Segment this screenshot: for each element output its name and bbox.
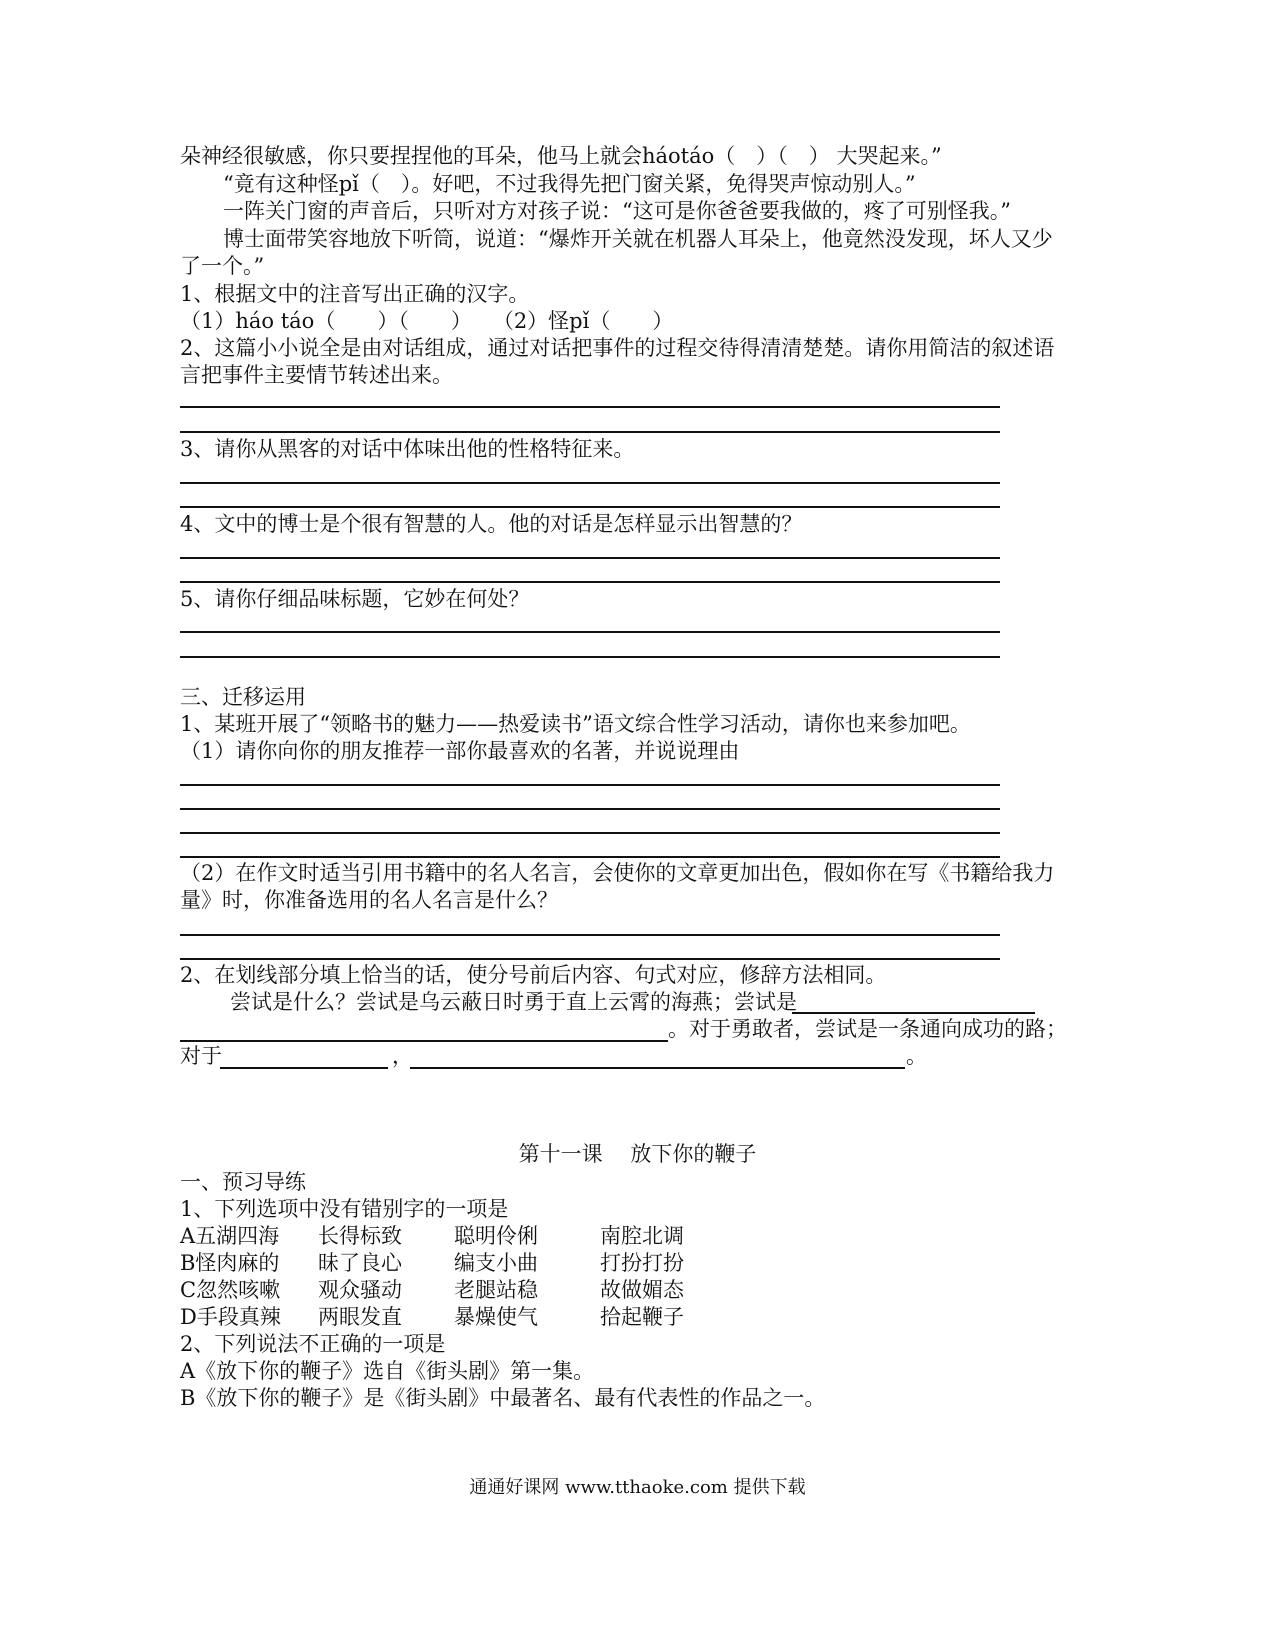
question-2-line-1: 2、这篇小小说全是由对话组成，通过对话把事件的过程交待得清清楚楚。请你用简洁的叙述语 — [180, 336, 1055, 360]
lesson-title: 第十一课 放下你的鞭子 — [518, 1142, 757, 1166]
option-a-4: 南腔北调 — [600, 1224, 684, 1248]
lesson-section-1: 一、预习导练 — [180, 1170, 306, 1194]
option-a-1: A五湖四海 — [180, 1224, 280, 1248]
option-d-2: 两眼发直 — [318, 1305, 402, 1329]
section-3-item-1-1: （1）请你向你的朋友推荐一部你最喜欢的名著，并说说理由 — [180, 739, 740, 763]
option-b-3: 编支小曲 — [454, 1251, 538, 1275]
section-3-heading: 三、迁移运用 — [180, 685, 306, 709]
option-a-2: 长得标致 — [318, 1224, 402, 1248]
section-3-item-1: 1、某班开展了“领略书的魅力——热爱读书”语文综合性学习活动，请你也来参加吧。 — [180, 712, 971, 736]
question-3: 3、请你从黑客的对话中体味出他的性格特征来。 — [180, 437, 635, 461]
passage-line-4: 博士面带笑容地放下听筒，说道：“爆炸开关就在机器人耳朵上，他竟然没发现，坏人又少 — [223, 227, 1053, 251]
answer-line[interactable] — [180, 958, 1000, 960]
passage-line-5: 了一个。” — [180, 254, 265, 278]
section-3-item-2-line-1: 尝试是什么？尝试是乌云蔽日时勇于直上云霄的海燕；尝试是 — [230, 990, 797, 1014]
answer-line[interactable] — [180, 482, 1000, 484]
answer-line[interactable] — [180, 506, 1000, 508]
option-a-3: 聪明伶俐 — [454, 1224, 538, 1248]
lesson-question-1: 1、下列选项中没有错别字的一项是 — [180, 1197, 509, 1221]
lesson-question-2: 2、下列说法不正确的一项是 — [180, 1332, 446, 1356]
option-d-1: D手段真辣 — [180, 1305, 281, 1329]
option-b-2: 昧了良心 — [318, 1251, 402, 1275]
option-b-1: B怪肉麻的 — [180, 1251, 280, 1275]
option-d-3: 暴燥使气 — [454, 1305, 538, 1329]
option-c-3: 老腿站稳 — [454, 1278, 538, 1302]
section-3-item-2-line-3-head: 对于 — [180, 1044, 222, 1068]
answer-line[interactable] — [180, 406, 1000, 408]
answer-line[interactable] — [180, 832, 1000, 834]
answer-line[interactable] — [180, 784, 1000, 786]
question-1: 1、根据文中的注音写出正确的汉字。 — [180, 282, 530, 306]
question-4: 4、文中的博士是个很有智慧的人。他的对话是怎样显示出智慧的？ — [180, 512, 803, 536]
question-2-line-2: 言把事件主要情节转述出来。 — [180, 363, 453, 387]
option-d-4: 拾起鞭子 — [600, 1305, 684, 1329]
answer-line[interactable] — [180, 656, 1000, 658]
answer-line[interactable] — [180, 557, 1000, 559]
answer-line[interactable] — [180, 856, 1000, 858]
section-3-item-1-2-line-2: 量》时，你准备选用的名人名言是什么？ — [180, 888, 558, 912]
section-3-item-2-line-3-comma: ， — [392, 1044, 413, 1068]
fill-blank[interactable] — [410, 1067, 905, 1069]
section-3-item-2: 2、在划线部分填上恰当的话，使分号前后内容、句式对应，修辞方法相同。 — [180, 963, 887, 987]
answer-line[interactable] — [180, 431, 1000, 433]
option-c-4: 故做媚态 — [600, 1278, 684, 1302]
fill-blank[interactable] — [220, 1067, 388, 1069]
answer-line[interactable] — [180, 808, 1000, 810]
question-1-items: （1）háo táo（ ）（ ） （2）怪pǐ（ ） — [180, 309, 674, 333]
fill-blank[interactable] — [180, 1040, 668, 1042]
lesson-question-2-a: A《放下你的鞭子》选自《街头剧》第一集。 — [180, 1359, 595, 1383]
section-3-item-2-line-2-tail: 。对于勇敢者，尝试是一条通向成功的路； — [668, 1017, 1067, 1041]
answer-line[interactable] — [180, 934, 1000, 936]
lesson-question-2-b: B《放下你的鞭子》是《街头剧》中最著名、最有代表性的作品之一。 — [180, 1386, 826, 1410]
option-c-1: C忽然咳嗽 — [180, 1278, 281, 1302]
section-3-item-2-line-3-end: 。 — [906, 1044, 927, 1068]
passage-line-3: 一阵关门窗的声音后，只听对方对孩子说：“这可是你爸爸要我做的，疼了可别怪我。” — [223, 199, 1011, 223]
answer-line[interactable] — [180, 631, 1000, 633]
section-3-item-1-2-line-1: （2）在作文时适当引用书籍中的名人名言，会使你的文章更加出色，假如你在写《书籍给我力 — [180, 861, 1055, 885]
passage-line-2: “竟有这种怪pǐ（ ）。好吧，不过我得先把门窗关紧，免得哭声惊动别人。” — [223, 172, 916, 196]
option-b-4: 打扮打扮 — [600, 1251, 684, 1275]
answer-line[interactable] — [180, 581, 1000, 583]
question-5: 5、请你仔细品味标题，它妙在何处？ — [180, 587, 530, 611]
passage-line-1: 朵神经很敏感，你只要捏捏他的耳朵，他马上就会háotáo（ ）（ ） 大哭起来。” — [180, 144, 942, 168]
page-footer: 通通好课网 www.tthaoke.com 提供下载 — [469, 1477, 806, 1498]
option-c-2: 观众骚动 — [318, 1278, 402, 1302]
fill-blank[interactable] — [792, 1012, 1035, 1014]
